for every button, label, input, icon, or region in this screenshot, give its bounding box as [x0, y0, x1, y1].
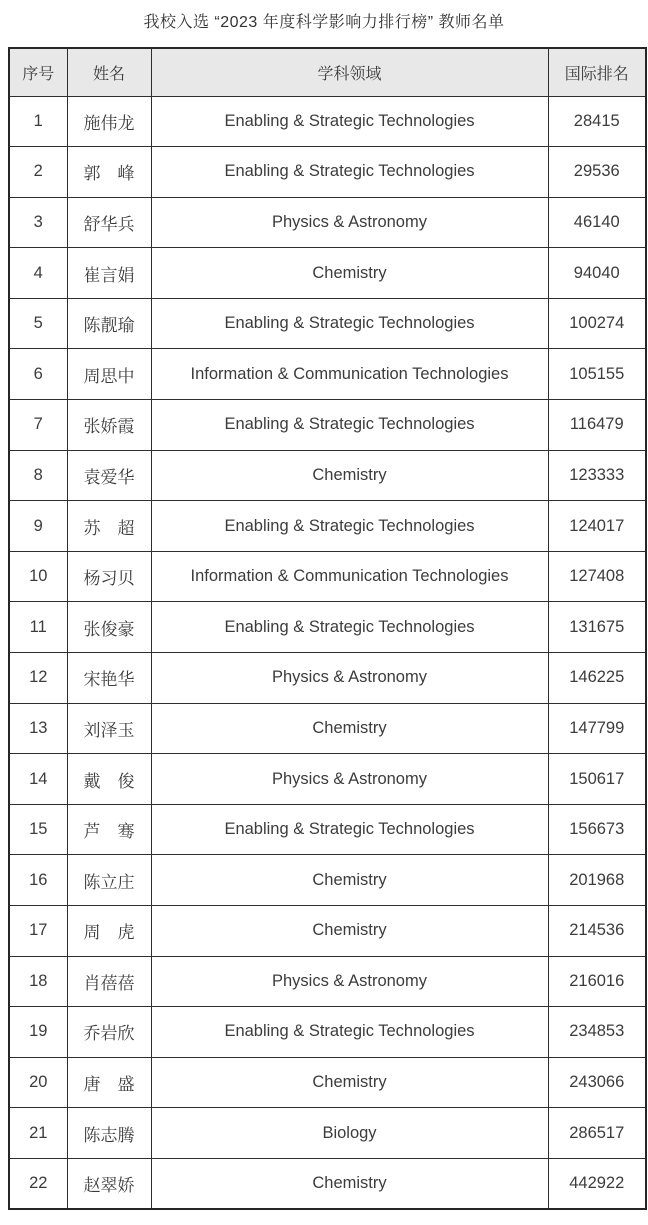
cell-no: 14: [9, 754, 67, 805]
table-row: [9, 501, 646, 552]
cell-no: 17: [9, 906, 67, 957]
cell-rank: 243066: [548, 1057, 646, 1108]
cell-rank: 116479: [548, 400, 646, 451]
table-row: [9, 754, 646, 805]
cell-field: Physics & Astronomy: [151, 197, 548, 248]
cell-name: 周思中: [67, 349, 151, 400]
table-row: [9, 804, 646, 855]
cell-name: 施伟龙: [67, 96, 151, 147]
cell-no: 2: [9, 147, 67, 198]
table-row: [9, 653, 646, 704]
cell-name: 肖蓓蓓: [67, 956, 151, 1007]
table-row: [9, 1007, 646, 1058]
teacher-ranking-table: [8, 47, 647, 1210]
cell-name: 赵翠娇: [67, 1158, 151, 1209]
cell-no: 18: [9, 956, 67, 1007]
cell-no: 7: [9, 400, 67, 451]
cell-no: 20: [9, 1057, 67, 1108]
cell-rank: 127408: [548, 551, 646, 602]
cell-field: Chemistry: [151, 1057, 548, 1108]
col-header-name: 姓名: [67, 48, 151, 96]
cell-rank: 214536: [548, 906, 646, 957]
header-row: [9, 48, 646, 96]
table-row: [9, 400, 646, 451]
table-row: [9, 1057, 646, 1108]
table-row: [9, 450, 646, 501]
table-row: [9, 197, 646, 248]
cell-field: Enabling & Strategic Technologies: [151, 147, 548, 198]
cell-field: Enabling & Strategic Technologies: [151, 96, 548, 147]
cell-field: Physics & Astronomy: [151, 956, 548, 1007]
cell-name: 乔岩欣: [67, 1007, 151, 1058]
table-row: [9, 298, 646, 349]
cell-field: Enabling & Strategic Technologies: [151, 501, 548, 552]
cell-rank: 201968: [548, 855, 646, 906]
cell-no: 12: [9, 653, 67, 704]
page-title: 我校入选 “2023 年度科学影响力排行榜” 教师名单: [143, 14, 505, 31]
cell-no: 1: [9, 96, 67, 147]
cell-no: 15: [9, 804, 67, 855]
cell-name: 陈志腾: [67, 1108, 151, 1159]
cell-no: 21: [9, 1108, 67, 1159]
cell-rank: 147799: [548, 703, 646, 754]
cell-field: Enabling & Strategic Technologies: [151, 298, 548, 349]
cell-field: Chemistry: [151, 855, 548, 906]
cell-rank: 100274: [548, 298, 646, 349]
cell-rank: 105155: [548, 349, 646, 400]
cell-no: 3: [9, 197, 67, 248]
cell-rank: 156673: [548, 804, 646, 855]
table-row: [9, 248, 646, 299]
cell-rank: 29536: [548, 147, 646, 198]
cell-field: Physics & Astronomy: [151, 653, 548, 704]
table-row: [9, 956, 646, 1007]
cell-no: 4: [9, 248, 67, 299]
table-row: [9, 855, 646, 906]
table-row: [9, 96, 646, 147]
cell-no: 6: [9, 349, 67, 400]
cell-no: 10: [9, 551, 67, 602]
cell-name: 袁爱华: [67, 450, 151, 501]
cell-no: 9: [9, 501, 67, 552]
cell-rank: 234853: [548, 1007, 646, 1058]
cell-no: 16: [9, 855, 67, 906]
cell-rank: 216016: [548, 956, 646, 1007]
cell-rank: 94040: [548, 248, 646, 299]
cell-field: Information & Communication Technologies: [151, 551, 548, 602]
cell-rank: 146225: [548, 653, 646, 704]
table-row: [9, 349, 646, 400]
table-row: [9, 147, 646, 198]
table-body: [9, 96, 646, 1209]
table-row: [9, 551, 646, 602]
cell-field: Chemistry: [151, 703, 548, 754]
cell-no: 19: [9, 1007, 67, 1058]
cell-name: 苏 超: [67, 501, 151, 552]
cell-name: 刘泽玉: [67, 703, 151, 754]
table-row: [9, 906, 646, 957]
cell-field: Chemistry: [151, 450, 548, 501]
cell-name: 芦 骞: [67, 804, 151, 855]
cell-name: 张俊豪: [67, 602, 151, 653]
cell-field: Enabling & Strategic Technologies: [151, 804, 548, 855]
cell-name: 陈靓瑜: [67, 298, 151, 349]
col-header-no: 序号: [9, 48, 67, 96]
cell-name: 杨习贝: [67, 551, 151, 602]
cell-field: Enabling & Strategic Technologies: [151, 602, 548, 653]
cell-field: Enabling & Strategic Technologies: [151, 400, 548, 451]
cell-rank: 150617: [548, 754, 646, 805]
cell-field: Physics & Astronomy: [151, 754, 548, 805]
cell-name: 陈立庄: [67, 855, 151, 906]
cell-rank: 131675: [548, 602, 646, 653]
cell-rank: 123333: [548, 450, 646, 501]
cell-no: 13: [9, 703, 67, 754]
cell-no: 11: [9, 602, 67, 653]
cell-field: Chemistry: [151, 906, 548, 957]
cell-name: 郭 峰: [67, 147, 151, 198]
table-row: [9, 1158, 646, 1209]
cell-name: 舒华兵: [67, 197, 151, 248]
cell-no: 8: [9, 450, 67, 501]
table-row: [9, 1108, 646, 1159]
cell-field: Chemistry: [151, 248, 548, 299]
cell-rank: 124017: [548, 501, 646, 552]
col-header-rank: 国际排名: [548, 48, 646, 96]
cell-no: 5: [9, 298, 67, 349]
cell-field: Information & Communication Technologies: [151, 349, 548, 400]
cell-name: 戴 俊: [67, 754, 151, 805]
col-header-field: 学科领域: [151, 48, 548, 96]
cell-rank: 442922: [548, 1158, 646, 1209]
table-row: [9, 602, 646, 653]
cell-field: Enabling & Strategic Technologies: [151, 1007, 548, 1058]
cell-name: 崔言娟: [67, 248, 151, 299]
table-row: [9, 703, 646, 754]
cell-no: 22: [9, 1158, 67, 1209]
cell-rank: 46140: [548, 197, 646, 248]
cell-name: 张娇霞: [67, 400, 151, 451]
cell-rank: 28415: [548, 96, 646, 147]
cell-name: 周 虎: [67, 906, 151, 957]
cell-name: 唐 盛: [67, 1057, 151, 1108]
cell-name: 宋艳华: [67, 653, 151, 704]
cell-rank: 286517: [548, 1108, 646, 1159]
cell-field: Chemistry: [151, 1158, 548, 1209]
cell-field: Biology: [151, 1108, 548, 1159]
